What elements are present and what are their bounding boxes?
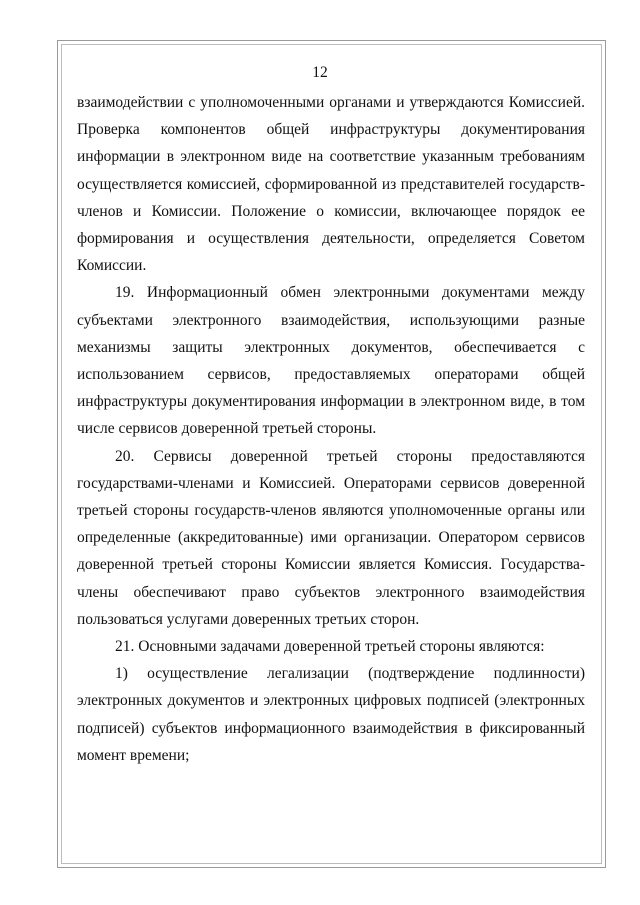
paragraph-21: 21. Основными задачами доверенной третьей стороны являются: xyxy=(115,638,545,656)
paragraph-21-item-1: 1) осуществление легализации (подтверждение подлинности) электронных документов и электронных цифровых подписей (электронных подписей) субъектов информационного взаимодействия в фиксированный момент времени; xyxy=(77,665,585,764)
paragraph-20: 20. Сервисы доверенной третьей стороны предоставляются государствами-членами и Комиссией. Операторами сервисов доверенной третьей стороны государств-членов являются уполномоченные органы или определенные (аккредитованные) ими организации. Оператором сервисов доверенной третьей стороны Комиссии является Комиссия. Государства-члены обеспечивают право субъектов электронного взаимодействия пользоваться услугами доверенных третьих сторон. xyxy=(77,447,585,628)
paragraph-continuation: взаимодействии с уполномоченными органами и утверждаются Комиссией. Проверка компонентов общей инфраструктуры документирования информации в электронном виде на соответствие указанным требованиям осуществляется комиссией, сформированной из представителей государств-членов и Комиссии. Положение о комиссии, включающее порядок ее формирования и осуществления деятельности, определяется Советом Комиссии. xyxy=(77,94,585,275)
page-number: 12 xyxy=(312,64,328,81)
paragraph-19: 19. Информационный обмен электронными документами между субъектами электронного взаимодействия, использующими разные механизмы защиты электронных документов, обеспечивается с использованием сервисов, предоставляемых операторами общей инфраструктуры документирования информации в электронном виде, в том числе сервисов доверенной третьей стороны. xyxy=(77,284,585,438)
document-body xyxy=(77,89,585,769)
